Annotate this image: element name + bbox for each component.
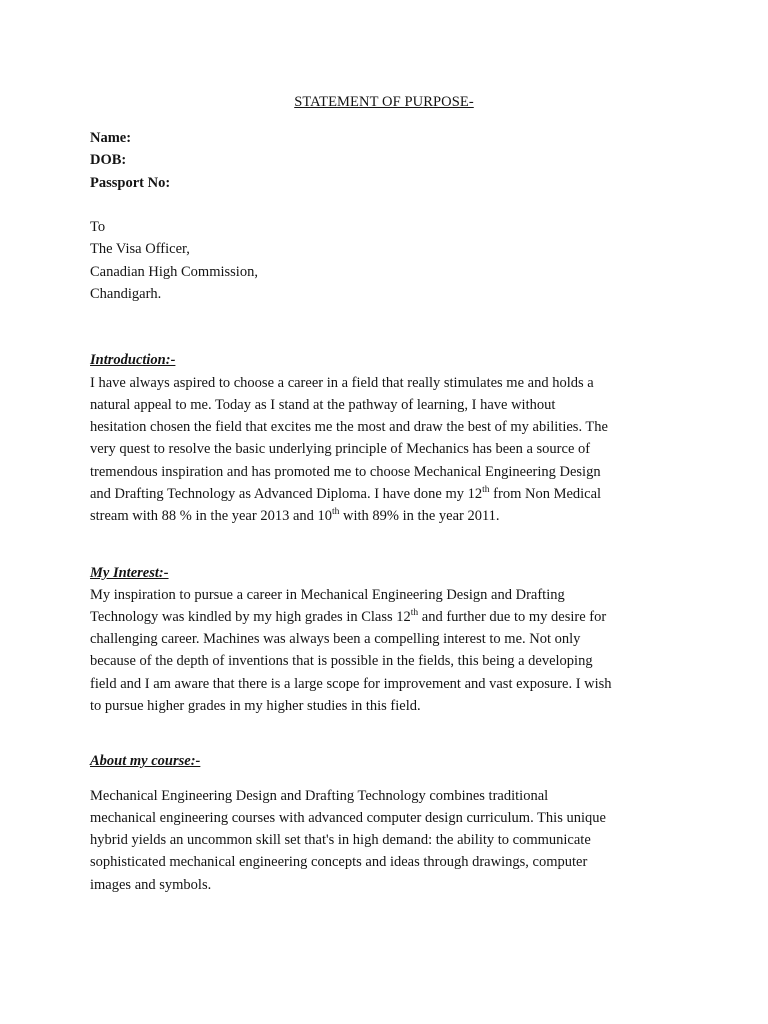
- introduction-heading: Introduction:-: [90, 352, 176, 368]
- introduction-line-part: and Drafting Technology as Advanced Diploma. I have done my 12: [90, 486, 483, 502]
- introduction-line: I have always aspired to choose a career in a field that really stimulates me and holds a: [90, 375, 594, 391]
- introduction-line: hesitation chosen the field that excites me the most and draw the best of my abilities. The: [90, 419, 608, 435]
- course-heading: About my course:-: [90, 753, 201, 769]
- superscript: th: [410, 608, 419, 618]
- introduction-line: natural appeal to me. Today as I stand at the pathway of learning, I have without: [90, 397, 556, 413]
- interest-line-part: Technology was kindled by my high grades in Class 12: [90, 609, 411, 625]
- interest-line: because of the depth of inventions that is possible in the fields, this being a developing: [90, 653, 593, 669]
- superscript: th: [482, 485, 490, 495]
- course-line: hybrid yields an uncommon skill set that's in high demand: the ability to communicate: [90, 832, 591, 848]
- introduction-line-part: from Non Medical: [489, 486, 602, 502]
- dob-field-label: DOB:: [90, 152, 127, 168]
- address-line-1: The Visa Officer,: [90, 241, 190, 257]
- passport-field-label: Passport No:: [90, 175, 171, 191]
- interest-line-part: and further due to my desire for: [418, 609, 607, 625]
- introduction-line-part: with 89% in the year 2011.: [339, 508, 500, 524]
- course-line: sophisticated mechanical engineering concepts and ideas through drawings, computer: [90, 854, 588, 870]
- document-title: STATEMENT OF PURPOSE-: [294, 94, 474, 110]
- interest-line: to pursue higher grades in my higher studies in this field.: [90, 698, 421, 714]
- course-line: Mechanical Engineering Design and Drafting Technology combines traditional: [90, 788, 549, 804]
- address-line-2: Canadian High Commission,: [90, 264, 258, 280]
- course-line: mechanical engineering courses with advanced computer design curriculum. This unique: [90, 810, 606, 826]
- introduction-line: tremendous inspiration and has promoted me to choose Mechanical Engineering Design: [90, 464, 601, 480]
- interest-line: field and I am aware that there is a large scope for improvement and vast exposure. I wish: [90, 676, 612, 692]
- introduction-line-part: stream with 88 % in the year 2013 and 10: [90, 508, 333, 524]
- interest-heading: My Interest:-: [90, 565, 169, 581]
- address-to: To: [90, 219, 106, 235]
- introduction-line: very quest to resolve the basic underlying principle of Mechanics has been a source of: [90, 441, 591, 457]
- interest-line: challenging career. Machines was always been a compelling interest to me. Not only: [90, 631, 581, 647]
- interest-line: [90, 608, 606, 626]
- course-line: images and symbols.: [90, 877, 212, 893]
- interest-line: My inspiration to pursue a career in Mechanical Engineering Design and Drafting: [90, 587, 565, 603]
- superscript: th: [332, 507, 340, 517]
- introduction-line: [90, 507, 500, 525]
- name-field-label: Name:: [90, 130, 132, 146]
- address-line-3: Chandigarh.: [90, 286, 162, 302]
- introduction-line: [90, 485, 601, 503]
